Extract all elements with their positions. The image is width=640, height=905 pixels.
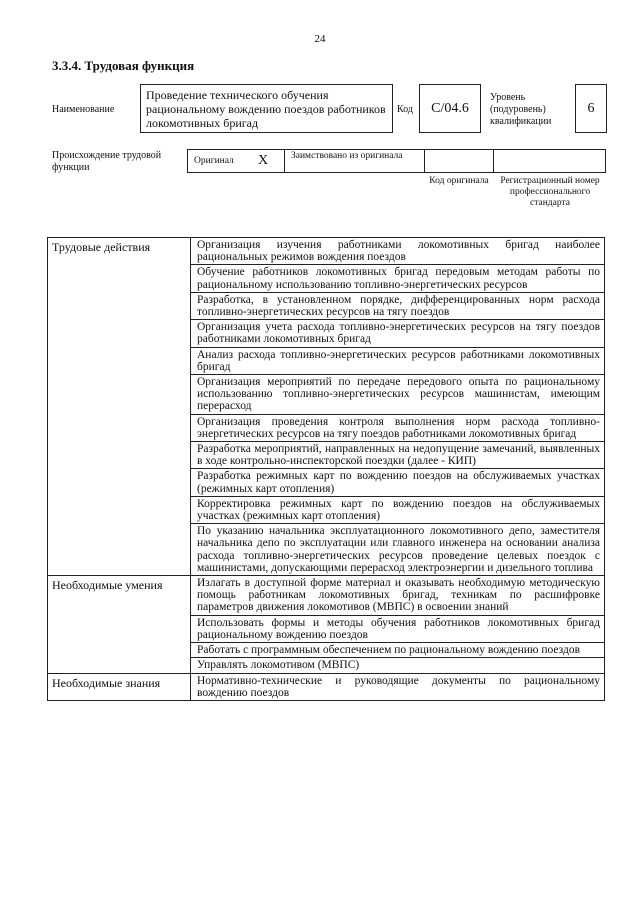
skill-item: Управлять локомотивом (МВПС) bbox=[191, 658, 605, 673]
level-label: Уровень (подуровень) квалификации bbox=[490, 92, 552, 127]
skill-item: Использовать формы и методы обучения работников локомотивных бригад рациональному вождению поездов bbox=[191, 615, 605, 642]
labor-action: Разработка режимных карт по вождению поездов на обслуживаемых участках (режимных карт отопления) bbox=[191, 469, 605, 496]
borrowed-label: Заимствовано из оригинала bbox=[291, 151, 403, 161]
labor-action: Анализ расхода топливно-энергетических ресурсов работниками локомотивных бригад bbox=[191, 347, 605, 374]
labor-function-table bbox=[47, 237, 605, 701]
reg-number-cell bbox=[493, 149, 606, 173]
original-cell bbox=[187, 149, 285, 173]
skill-item: Излагать в доступной форме материал и оказывать необходимую методическую помощь работникам локомотивных бригад, техникам по расшифровке параметров движения локомотивов (МВПС) в освоении знаний bbox=[191, 576, 605, 616]
reg-number-label: Регистрационный номер профессионального стандарта bbox=[500, 176, 600, 208]
labor-action: Разработка, в установленном порядке, дифференцированных норм расхода топливно-энергетических ресурсов на тягу поездов bbox=[191, 292, 605, 319]
labor-action: Разработка мероприятий, направленных на недопущение замечаний, выявленных в ходе контрольно-инспекторской поездки (далее - КИП) bbox=[191, 442, 605, 469]
level-value: 6 bbox=[575, 84, 607, 133]
labor-action: Корректировка режимных карт по вождению поездов на обслуживаемых участках (режимных карт отопления) bbox=[191, 496, 605, 523]
original-mark: X bbox=[258, 153, 269, 168]
function-name-box: Проведение технического обучения рациональному вождению поездов работников локомотивных бригад bbox=[140, 84, 393, 133]
labor-action: По указанию начальника эксплуатационного локомотивного депо, заместителя начальника депо по эксплуатации или главного инженера на основании анализа расхода топливно-энергетических ресурсов проведение целевых поездок с машинистами, допускающими перерасход электроэнергии и дизельного топлива bbox=[191, 524, 605, 576]
page-number: 24 bbox=[314, 33, 326, 45]
table-row bbox=[48, 673, 605, 700]
labor-action: Организация изучения работниками локомотивных бригад наиболее рациональных режимов вождения поездов bbox=[191, 238, 605, 265]
borrowed-cell bbox=[284, 149, 425, 173]
labor-action: Обучение работников локомотивных бригад передовым методам работы по рациональному использованию топливно-энергетических ресурсов bbox=[191, 265, 605, 292]
skills-header: Необходимые умения bbox=[48, 576, 191, 673]
labor-action: Организация проведения контроля выполнения норм расхода топливно-энергетических ресурсов на тягу поездов работниками локомотивных бригад bbox=[191, 414, 605, 441]
section-title: 3.3.4. Трудовая функция bbox=[52, 58, 195, 73]
knowledge-item: Нормативно-технические и руководящие документы по рациональному вождению поездов bbox=[191, 673, 605, 700]
labor-actions-header: Трудовые действия bbox=[48, 238, 191, 576]
code-original-cell bbox=[424, 149, 494, 173]
skill-item: Работать с программным обеспечением по рациональному вождению поездов bbox=[191, 643, 605, 658]
origin-label: Происхождение трудовой функции bbox=[52, 150, 162, 173]
labor-action: Организация учета расхода топливно-энергетических ресурсов на тягу поездов работниками локомотивных бригад bbox=[191, 320, 605, 347]
labor-action: Организация мероприятий по передаче передового опыта по рациональному использованию топливно-энергетических ресурсов машинистам, имеющим перерасход bbox=[191, 375, 605, 415]
table-row bbox=[48, 238, 605, 265]
code-value: С/04.6 bbox=[419, 84, 481, 133]
name-label: Наименование bbox=[52, 104, 115, 115]
original-label: Оригинал bbox=[194, 156, 234, 166]
code-original-label: Код оригинала bbox=[429, 176, 489, 186]
code-label: Код bbox=[397, 104, 413, 115]
knowledge-header: Необходимые знания bbox=[48, 673, 191, 700]
table-row bbox=[48, 576, 605, 616]
